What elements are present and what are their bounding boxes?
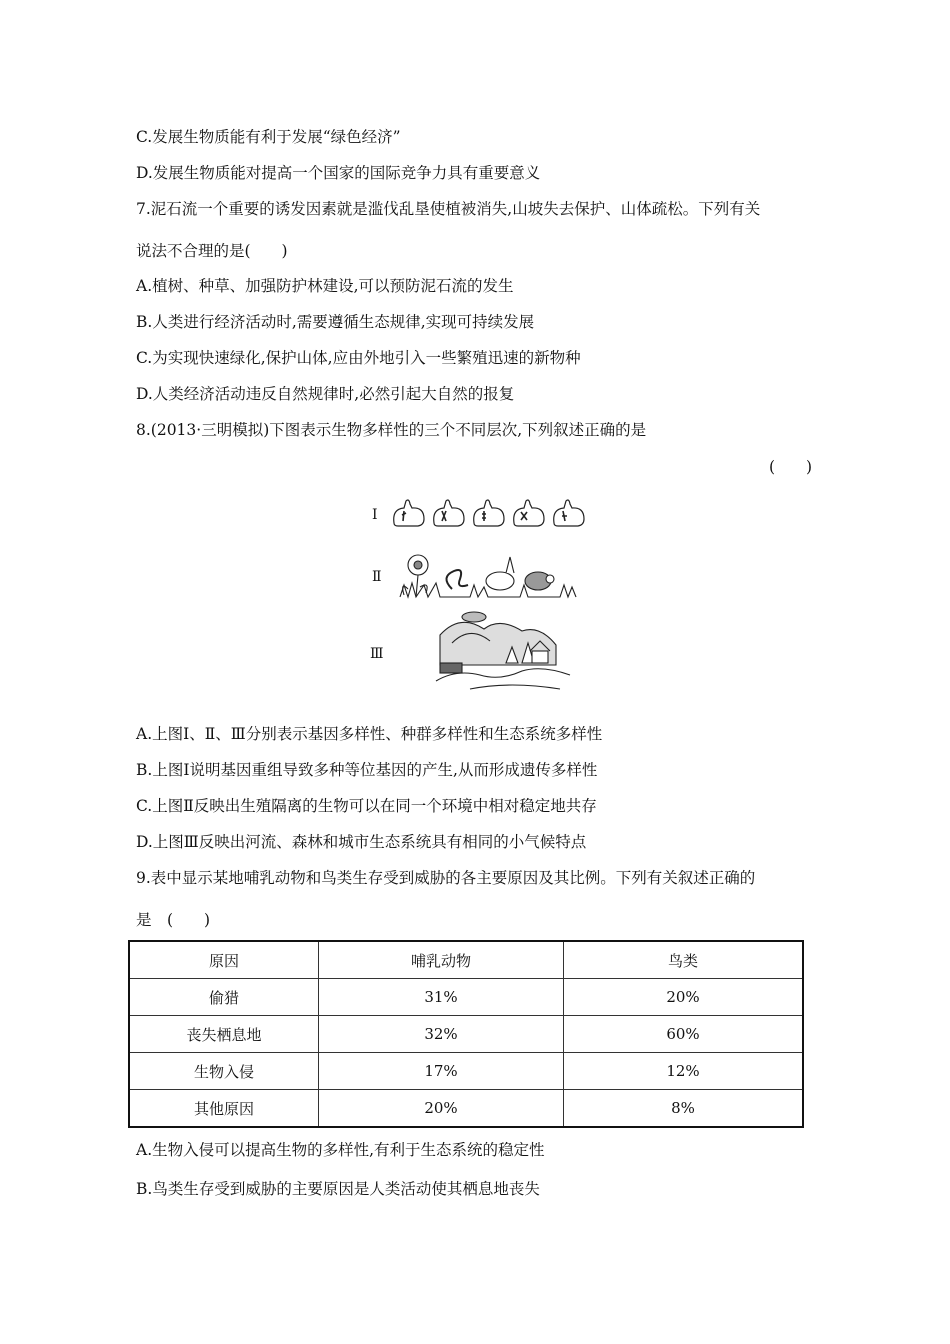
table-cell: 31% — [319, 979, 564, 1016]
species-row-illustration — [400, 555, 576, 597]
table-cell: 8% — [564, 1090, 804, 1128]
q7-option-c: C.为实现快速绿化,保护山体,应由外地引入一些繁殖迅速的新物种 — [136, 349, 581, 367]
table-cell: 其他原因 — [129, 1090, 319, 1128]
q6-option-c: C.发展生物质能有利于发展“绿色经济” — [136, 128, 401, 146]
q8-option-b: B.上图Ⅰ说明基因重组导致多种等位基因的产生,从而形成遗传多样性 — [136, 761, 598, 779]
q8-stem: 8.(2013·三明模拟)下图表示生物多样性的三个不同层次,下列叙述正确的是 — [136, 421, 647, 439]
table-row — [129, 1053, 803, 1090]
table-cell: 32% — [319, 1016, 564, 1053]
table-header-cell: 原因 — [129, 941, 319, 979]
table-header-cell: 鸟类 — [564, 941, 804, 979]
table-cell: 生物入侵 — [129, 1053, 319, 1090]
biodiversity-figure — [360, 485, 600, 695]
ecosystem-landscape-illustration — [436, 612, 570, 689]
q9-option-a: A.生物入侵可以提高生物的多样性,有利于生态系统的稳定性 — [136, 1141, 545, 1159]
q8-option-a: A.上图Ⅰ、Ⅱ、Ⅲ分别表示基因多样性、种群多样性和生态系统多样性 — [136, 725, 603, 743]
table-cell: 60% — [564, 1016, 804, 1053]
q8-option-c: C.上图Ⅱ反映出生殖隔离的生物可以在同一个环境中相对稳定地共存 — [136, 797, 597, 815]
threat-causes-table — [128, 940, 804, 1128]
figure-label-2: Ⅱ — [372, 569, 382, 585]
table-header-cell: 哺乳动物 — [319, 941, 564, 979]
q6-option-d: D.发展生物质能对提高一个国家的国际竞争力具有重要意义 — [136, 164, 541, 182]
table-cell: 偷猎 — [129, 979, 319, 1016]
q8-option-d: D.上图Ⅲ反映出河流、森林和城市生态系统具有相同的小气候特点 — [136, 833, 587, 851]
q9-stem-line1: 9.表中显示某地哺乳动物和鸟类生存受到威胁的各主要原因及其比例。下列有关叙述正确的 — [136, 869, 756, 887]
table-cell: 17% — [319, 1053, 564, 1090]
table-row — [129, 1090, 803, 1128]
figure-label-3: Ⅲ — [370, 646, 384, 662]
q7-option-b: B.人类进行经济活动时,需要遵循生态规律,实现可持续发展 — [136, 313, 535, 331]
table-header-row — [129, 941, 803, 979]
table-cell: 12% — [564, 1053, 804, 1090]
q7-option-a: A.植树、种草、加强防护林建设,可以预防泥石流的发生 — [136, 277, 514, 295]
table-cell: 20% — [319, 1090, 564, 1128]
rabbit-row-illustration — [394, 500, 584, 526]
q9-option-b: B.鸟类生存受到威胁的主要原因是人类活动使其栖息地丧失 — [136, 1180, 540, 1198]
table-cell: 20% — [564, 979, 804, 1016]
table-cell: 丧失栖息地 — [129, 1016, 319, 1053]
q8-bracket: ( ) — [769, 458, 813, 476]
figure-label-1: Ⅰ — [372, 507, 378, 523]
q7-option-d: D.人类经济活动违反自然规律时,必然引起大自然的报复 — [136, 385, 515, 403]
q9-stem-line2: 是 ( ) — [136, 911, 211, 929]
table-row — [129, 979, 803, 1016]
q7-stem-line1: 7.泥石流一个重要的诱发因素就是滥伐乱垦使植被消失,山坡失去保护、山体疏松。下列有关 — [136, 200, 761, 218]
q7-stem-line2: 说法不合理的是( ) — [136, 242, 288, 260]
table-row — [129, 1016, 803, 1053]
